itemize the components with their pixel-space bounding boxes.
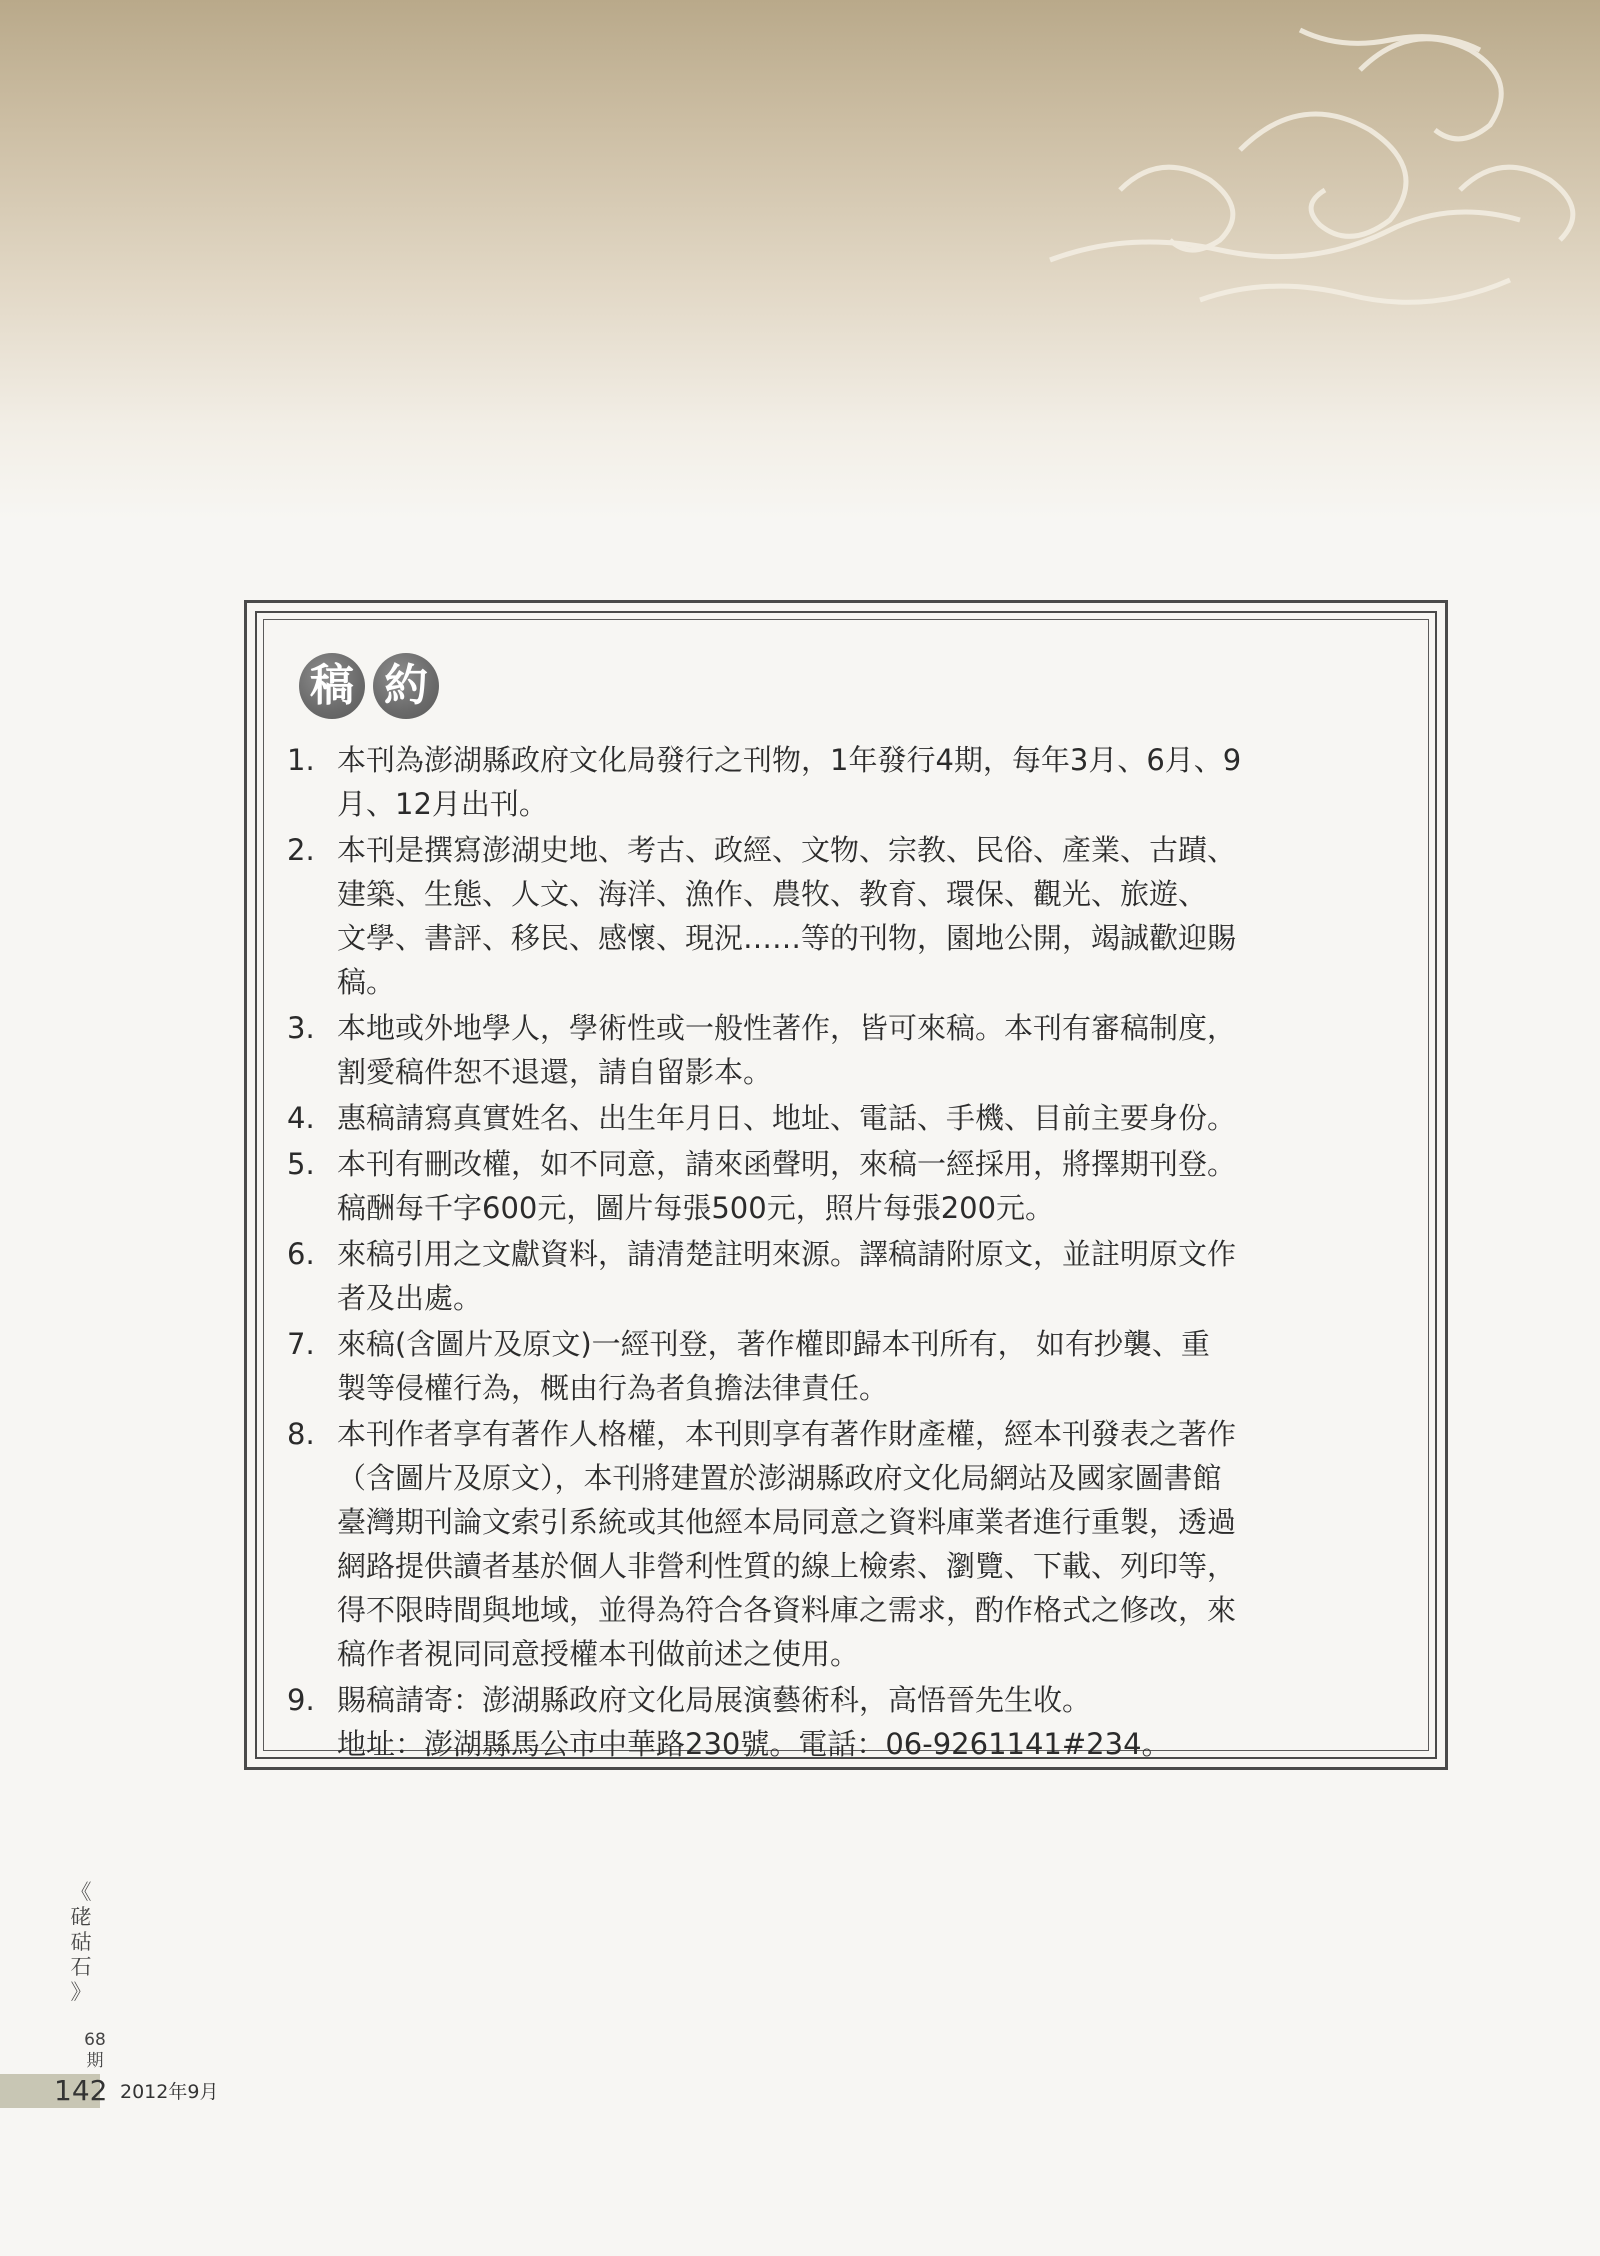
title-char-1: 稿 (299, 653, 365, 719)
item-line: 本刊作者享有著作人格權，本刊則享有著作財產權，經本刊發表之著作 (337, 1417, 1237, 1451)
item-text (337, 1096, 1412, 1140)
notice-item (287, 1678, 1412, 1766)
journal-char: 硓 (70, 1905, 92, 1929)
notice-item (287, 1232, 1412, 1320)
item-line: 稿酬每千字600元，圖片每張500元，照片每張200元。 (337, 1191, 1055, 1225)
journal-char: 《 (70, 1880, 92, 1904)
item-number: 8. (287, 1417, 315, 1451)
item-number: 3. (287, 1011, 315, 1045)
issue-number: 68 (84, 2030, 106, 2050)
item-line: 製等侵權行為，概由行為者負擔法律責任。 (337, 1371, 889, 1405)
item-line: 者及出處。 (337, 1281, 483, 1315)
item-line: 稿作者視同同意授權本刊做前述之使用。 (337, 1637, 860, 1671)
issue-date: 2012年9月 (120, 2081, 219, 2103)
item-line: 賜稿請寄：澎湖縣政府文化局展演藝術科，高悟晉先生收。 (337, 1683, 1092, 1717)
notice-item (287, 828, 1412, 1004)
item-number: 7. (287, 1327, 315, 1361)
item-number: 2. (287, 833, 315, 867)
notice-item (287, 1006, 1412, 1094)
issue-suffix: 期 (86, 2051, 104, 2071)
item-line: 稿。 (337, 965, 396, 999)
item-number: 4. (287, 1101, 315, 1135)
item-line: 本刊有刪改權，如不同意，請來函聲明，來稿一經採用，將擇期刊登。 (337, 1147, 1237, 1181)
item-number: 1. (287, 743, 315, 777)
cloud-swirl-pattern (600, 0, 1600, 420)
title-char-2: 約 (373, 653, 439, 719)
item-line: 來稿(含圖片及原文)一經刊登，著作權即歸本刊所有， 如有抄襲、重 (337, 1327, 1210, 1361)
item-line: 月、12月出刊。 (337, 787, 548, 821)
item-line: （含圖片及原文），本刊將建置於澎湖縣政府文化局網站及國家圖書館 (337, 1461, 1222, 1495)
item-number: 5. (287, 1147, 315, 1181)
journal-char: 石 (70, 1955, 92, 1979)
item-text (337, 738, 1412, 826)
item-text (337, 1322, 1412, 1410)
item-line: 地址：澎湖縣馬公市中華路230號。電話：06-9261141#234。 (337, 1727, 1171, 1761)
journal-name-vertical (58, 1880, 104, 2005)
item-line: 來稿引用之文獻資料，請清楚註明來源。譯稿請附原文，並註明原文作 (337, 1237, 1237, 1271)
item-line: 本地或外地學人，學術性或一般性著作，皆可來稿。本刊有審稿制度， (337, 1011, 1237, 1045)
notice-item (287, 1322, 1412, 1410)
item-line: 本刊為澎湖縣政府文化局發行之刊物，1年發行4期，每年3月、6月、9 (337, 743, 1242, 777)
notice-item (287, 1096, 1412, 1140)
item-text (337, 1142, 1412, 1230)
item-line: 得不限時間與地域，並得為符合各資料庫之需求，酌作格式之修改，來 (337, 1593, 1237, 1627)
item-line: 建築、生態、人文、海洋、漁作、農牧、教育、環保、觀光、旅遊、 (337, 877, 1208, 911)
notice-list (287, 738, 1412, 1768)
item-line: 惠稿請寫真實姓名、出生年月日、地址、電話、手機、目前主要身份。 (337, 1101, 1237, 1135)
journal-char: 𥑮 (70, 1930, 92, 1954)
item-text (337, 828, 1412, 1004)
journal-char: 》 (70, 1980, 92, 2004)
issue-label (80, 2030, 110, 2072)
item-text (337, 1412, 1412, 1676)
item-line: 網路提供讀者基於個人非營利性質的線上檢索、瀏覽、下載、列印等， (337, 1549, 1237, 1583)
item-line: 割愛稿件恕不退還，請自留影本。 (337, 1055, 773, 1089)
notice-item (287, 1412, 1412, 1676)
item-line: 文學、書評、移民、感懷、現況……等的刊物，園地公開，竭誠歡迎賜 (337, 921, 1237, 955)
page-number: 142 (54, 2074, 108, 2107)
item-number: 6. (287, 1237, 315, 1271)
submission-notice-box (244, 600, 1448, 1770)
item-number: 9. (287, 1683, 315, 1717)
item-text (337, 1678, 1412, 1766)
notice-item (287, 1142, 1412, 1230)
item-line: 本刊是撰寫澎湖史地、考古、政經、文物、宗教、民俗、產業、古蹟、 (337, 833, 1237, 867)
notice-title (299, 653, 439, 719)
item-text (337, 1006, 1412, 1094)
decorative-header-band (0, 0, 1600, 520)
notice-item (287, 738, 1412, 826)
item-text (337, 1232, 1412, 1320)
item-line: 臺灣期刊論文索引系統或其他經本局同意之資料庫業者進行重製，透過 (337, 1505, 1237, 1539)
